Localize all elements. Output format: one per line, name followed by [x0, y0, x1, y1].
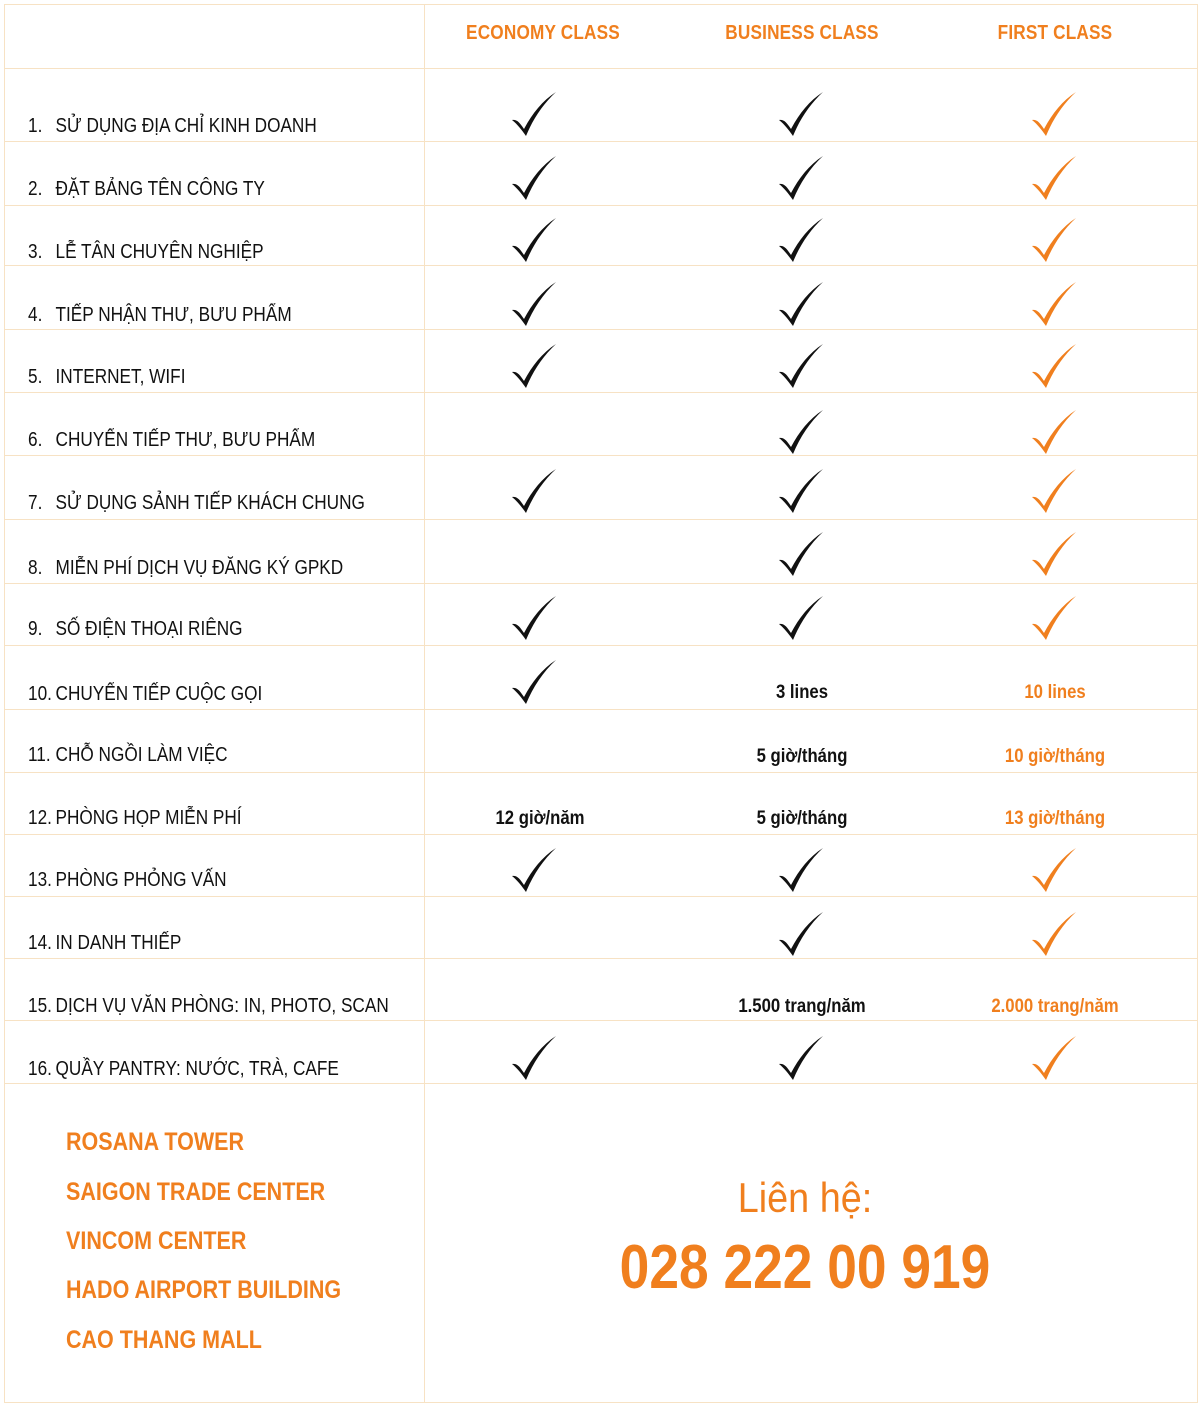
row-divider	[4, 455, 1198, 456]
location-item: VINCOM CENTER	[66, 1227, 247, 1255]
checkmark-icon	[510, 846, 560, 894]
row-divider	[4, 519, 1198, 520]
feature-number: 12.	[28, 807, 52, 829]
column-header-first: FIRST CLASS	[997, 22, 1113, 44]
feature-text: DỊCH VỤ VĂN PHÒNG: IN, PHOTO, SCAN	[55, 995, 389, 1017]
checkmark-icon	[1030, 216, 1080, 264]
checkmark-icon	[777, 408, 827, 456]
feature-number: 7.	[28, 492, 43, 514]
row-divider	[4, 645, 1198, 646]
row-divider	[4, 329, 1198, 330]
feature-text: CHUYỂN TIẾP THƯ, BƯU PHẨM	[55, 429, 316, 451]
contact-label: Liên hệ:	[737, 1174, 873, 1221]
row-divider	[4, 141, 1198, 142]
feature-number: 8.	[28, 557, 43, 579]
location-item: HADO AIRPORT BUILDING	[66, 1276, 342, 1304]
feature-label	[28, 557, 343, 580]
checkmark-icon	[510, 467, 560, 515]
feature-number: 16.	[28, 1058, 52, 1080]
feature-text: TIẾP NHẬN THƯ, BƯU PHẨM	[55, 304, 292, 326]
row-divider	[4, 834, 1198, 835]
feature-text: MIỄN PHÍ DỊCH VỤ ĐĂNG KÝ GPKD	[55, 557, 344, 579]
feature-text: PHÒNG PHỎNG VẤN	[55, 869, 227, 891]
feature-number: 2.	[28, 178, 43, 200]
row-divider	[4, 583, 1198, 584]
feature-text: QUẦY PANTRY: NƯỚC, TRÀ, CAFE	[55, 1058, 339, 1080]
location-item: ROSANA TOWER	[66, 1128, 244, 1156]
feature-text: SỐ ĐIỆN THOẠI RIÊNG	[55, 618, 243, 640]
feature-label	[28, 304, 292, 327]
checkmark-icon	[777, 216, 827, 264]
row-divider	[4, 772, 1198, 773]
feature-value: 5 giờ/tháng	[756, 808, 848, 829]
feature-value: 10 giờ/tháng	[1004, 746, 1106, 767]
row-divider	[4, 68, 1198, 69]
feature-value: 1.500 trang/năm	[738, 996, 866, 1017]
feature-text: ĐẶT BẢNG TÊN CÔNG TY	[55, 178, 265, 200]
checkmark-icon	[1030, 467, 1080, 515]
feature-label	[28, 932, 181, 955]
checkmark-icon	[510, 342, 560, 390]
checkmark-icon	[1030, 1034, 1080, 1082]
checkmark-icon	[777, 280, 827, 328]
row-divider	[4, 1083, 1198, 1084]
feature-label	[28, 618, 243, 641]
feature-label	[28, 995, 389, 1018]
feature-label	[28, 744, 228, 767]
checkmark-icon	[777, 910, 827, 958]
column-header-economy: ECONOMY CLASS	[466, 22, 620, 44]
feature-text: IN DANH THIẾP	[55, 932, 182, 954]
feature-label	[28, 178, 265, 201]
checkmark-icon	[1030, 910, 1080, 958]
feature-label	[28, 492, 365, 515]
row-divider	[4, 205, 1198, 206]
row-divider	[4, 896, 1198, 897]
feature-text: PHÒNG HỌP MIỄN PHÍ	[55, 807, 242, 829]
checkmark-icon	[1030, 90, 1080, 138]
feature-number: 15.	[28, 995, 52, 1017]
column-divider	[424, 4, 425, 1403]
location-item: SAIGON TRADE CENTER	[66, 1178, 326, 1206]
checkmark-icon	[510, 90, 560, 138]
feature-text: SỬ DỤNG SẢNH TIẾP KHÁCH CHUNG	[55, 492, 365, 514]
feature-number: 9.	[28, 618, 43, 640]
feature-number: 5.	[28, 366, 43, 388]
location-item: CAO THANG MALL	[66, 1326, 262, 1354]
feature-text: CHUYỂN TIẾP CUỘC GỌI	[55, 683, 263, 705]
feature-label	[28, 429, 315, 452]
feature-label	[28, 366, 185, 389]
checkmark-icon	[1030, 530, 1080, 578]
checkmark-icon	[777, 530, 827, 578]
feature-label	[28, 869, 227, 892]
feature-number: 6.	[28, 429, 43, 451]
feature-number: 3.	[28, 241, 43, 263]
feature-label	[28, 807, 242, 830]
checkmark-icon	[510, 594, 560, 642]
checkmark-icon	[777, 90, 827, 138]
feature-number: 10.	[28, 683, 52, 705]
feature-text: SỬ DỤNG ĐỊA CHỈ KINH DOANH	[55, 115, 317, 137]
checkmark-icon	[777, 467, 827, 515]
row-divider	[4, 265, 1198, 266]
checkmark-icon	[1030, 342, 1080, 390]
feature-value: 3 lines	[775, 682, 829, 703]
checkmark-icon	[1030, 154, 1080, 202]
checkmark-icon	[777, 342, 827, 390]
feature-text: INTERNET, WIFI	[55, 366, 186, 388]
feature-text: CHỖ NGỒI LÀM VIỆC	[55, 744, 228, 766]
row-divider	[4, 1020, 1198, 1021]
checkmark-icon	[1030, 280, 1080, 328]
row-divider	[4, 958, 1198, 959]
feature-value: 12 giờ/năm	[495, 808, 585, 829]
checkmark-icon	[1030, 408, 1080, 456]
checkmark-icon	[510, 216, 560, 264]
feature-value: 2.000 trang/năm	[991, 996, 1119, 1017]
checkmark-icon	[510, 154, 560, 202]
row-divider	[4, 709, 1198, 710]
feature-label	[28, 683, 262, 706]
checkmark-icon	[1030, 846, 1080, 894]
row-divider	[4, 392, 1198, 393]
column-header-business: BUSINESS CLASS	[725, 22, 879, 44]
feature-text: LỄ TÂN CHUYÊN NGHIỆP	[55, 241, 264, 263]
feature-number: 1.	[28, 115, 43, 137]
feature-value: 10 lines	[1024, 682, 1086, 703]
feature-value: 5 giờ/tháng	[756, 746, 848, 767]
feature-value: 13 giờ/tháng	[1004, 808, 1106, 829]
feature-label	[28, 241, 264, 264]
feature-label	[28, 1058, 339, 1081]
feature-number: 11.	[28, 744, 51, 766]
checkmark-icon	[510, 1034, 560, 1082]
contact-phone[interactable]: 028 222 00 919	[619, 1233, 991, 1302]
feature-number: 14.	[28, 932, 52, 954]
checkmark-icon	[510, 280, 560, 328]
feature-number: 4.	[28, 304, 43, 326]
checkmark-icon	[1030, 594, 1080, 642]
feature-number: 13.	[28, 869, 52, 891]
checkmark-icon	[510, 658, 560, 706]
checkmark-icon	[777, 154, 827, 202]
feature-label	[28, 115, 317, 138]
checkmark-icon	[777, 846, 827, 894]
checkmark-icon	[777, 1034, 827, 1082]
checkmark-icon	[777, 594, 827, 642]
